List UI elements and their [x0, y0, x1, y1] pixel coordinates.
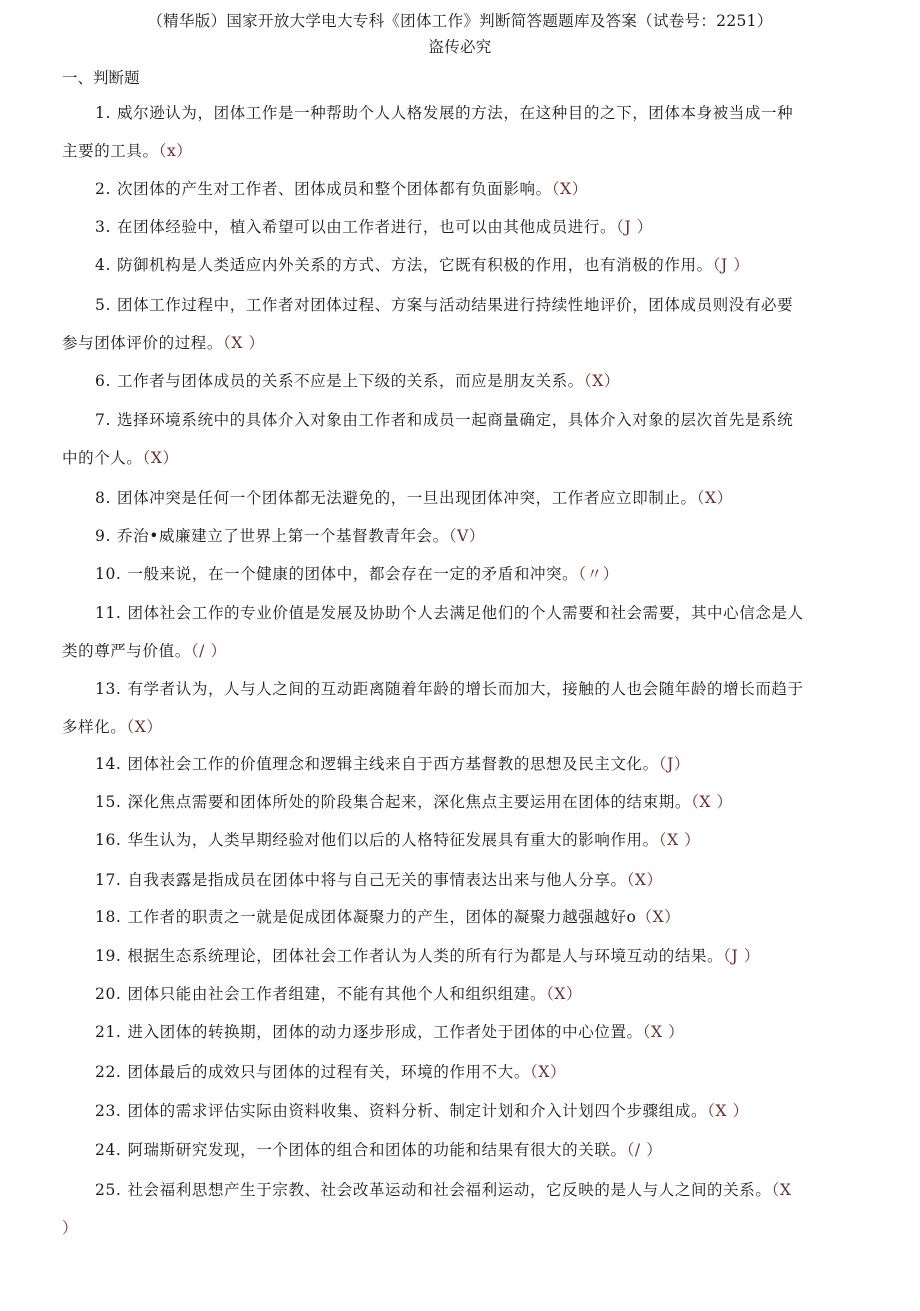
answer-mark: （X）: [636, 908, 681, 926]
answer-mark: （X）: [583, 372, 620, 390]
answer-mark: （X）: [142, 449, 179, 467]
answer-mark: （x）: [158, 142, 193, 160]
answer-mark: （X）: [529, 1063, 567, 1081]
answer-mark: （X: [771, 1181, 792, 1199]
answer-mark: （X）: [551, 180, 588, 198]
question-item: 3. 在团体经验中，植入希望可以由工作者进行，也可以由其他成员进行。（J ）: [95, 218, 653, 236]
answer-mark: （J ）: [616, 218, 653, 236]
question-item: 21. 进入团体的转换期，团体的动力逐步形成，工作者处于团体的中心位置。（X ）: [95, 1023, 685, 1041]
question-item: 22. 团体最后的成效只与团体的过程有关，环境的作用不大。（X）: [95, 1063, 567, 1081]
answer-mark: （X）: [696, 489, 733, 507]
question-item: 15. 深化焦点需要和团体所处的阶段集合起来，深化焦点主要运用在团体的结束期。（X ）: [95, 793, 733, 811]
question-item: 11. 团体社会工作的专业价值是发展及协助个人去满足他们的个人需要和社会需要，其中心信念是人 类的尊严与价值。（/ ）: [62, 604, 804, 660]
answer-mark: （X ）: [707, 1102, 749, 1120]
answer-mark: （/ ）: [190, 642, 227, 660]
answer-mark: （X ）: [658, 831, 701, 849]
question-item: 2. 次团体的产生对工作者、团体成员和整个团体都有负面影响。（X）: [95, 180, 588, 198]
question-item: 20. 团体只能由社会工作者组建，不能有其他个人和组织组建。（X）: [95, 985, 583, 1003]
answer-mark: （X）: [126, 718, 163, 736]
answer-mark: （J）: [658, 755, 691, 773]
answer-mark: （V）: [448, 527, 485, 545]
question-item: 7. 选择环境系统中的具体介入对象由工作者和成员一起商量确定，具体介入对象的层次首先是系统 中的个人。（X）: [62, 411, 794, 467]
question-item: 25. 社会福利思想产生于宗教、社会改革运动和社会福利运动，它反映的是人与人之间的关系。（X ）: [62, 1181, 792, 1237]
question-item: 8. 团体冲突是任何一个团体都无法避免的，一旦出现团体冲突，工作者应立即制止。（X）: [95, 489, 733, 507]
answer-mark: （J ）: [723, 947, 760, 965]
section-heading: 一、判断题: [62, 69, 140, 87]
question-item: 24. 阿瑞斯研究发现，一个团体的组合和团体的功能和结果有很大的关联。（/ ）: [95, 1141, 663, 1159]
document-title: （精华版）国家开放大学电大专科《团体工作》判断简答题题库及答案（试卷号：2251）: [147, 12, 773, 30]
answer-mark: （〃）: [578, 565, 619, 583]
answer-mark: （/ ）: [626, 1141, 663, 1159]
answer-mark-tail: ）: [62, 1219, 79, 1237]
answer-mark: （X）: [626, 871, 663, 889]
question-item: 4. 防御机构是人类适应内外关系的方式、方法，它既有积极的作用，也有消极的作用。（J ）: [95, 256, 750, 274]
question-item: 1. 威尔逊认为，团体工作是一种帮助个人人格发展的方法，在这种目的之下，团体本身被当成一种 主要的工具。（x）: [62, 104, 794, 160]
answer-mark: （X ）: [690, 793, 733, 811]
question-item: 17. 自我表露是指成员在团体中将与自己无关的事情表达出来与他人分享。（X）: [95, 871, 663, 889]
question-item: 10. 一般来说，在一个健康的团体中，都会存在一定的矛盾和冲突。（〃）: [95, 565, 619, 583]
question-item: 16. 华生认为，人类早期经验对他们以后的人格特征发展具有重大的影响作用。（X ）: [95, 831, 701, 849]
question-item: 23. 团体的需求评估实际由资料收集、资料分析、制定计划和介入计划四个步骤组成。（X ）: [95, 1102, 749, 1120]
answer-mark: （X ）: [642, 1023, 685, 1041]
question-item: 9. 乔治•威廉建立了世界上第一个基督教青年会。（V）: [95, 527, 485, 545]
question-item: 19. 根据生态系统理论，团体社会工作者认为人类的所有行为都是人与环境互动的结果。（J ）: [95, 947, 760, 965]
question-item: 6. 工作者与团体成员的关系不应是上下级的关系，而应是朋友关系。（X）: [95, 372, 620, 390]
answer-mark: （J ）: [712, 256, 750, 274]
question-item: 18. 工作者的职责之一就是促成团体凝聚力的产生，团体的凝聚力越强越好o（X）: [95, 908, 681, 926]
document-subtitle: 盗传必究: [428, 38, 492, 56]
question-item: 14. 团体社会工作的价值理念和逻辑主线来自于西方基督教的思想及民主文化。（J）: [95, 755, 691, 773]
question-item: 5. 团体工作过程中，工作者对团体过程、方案与活动结果进行持续性地评价，团体成员则没有必要 参与团体评价的过程。（X ）: [62, 296, 794, 352]
answer-mark: （X）: [546, 985, 583, 1003]
answer-mark: （X ）: [223, 334, 265, 352]
question-item: 13. 有学者认为，人与人之间的互动距离随着年龄的增长而加大，接触的人也会随年龄的增长而趋于 多样化。（X）: [62, 680, 804, 736]
